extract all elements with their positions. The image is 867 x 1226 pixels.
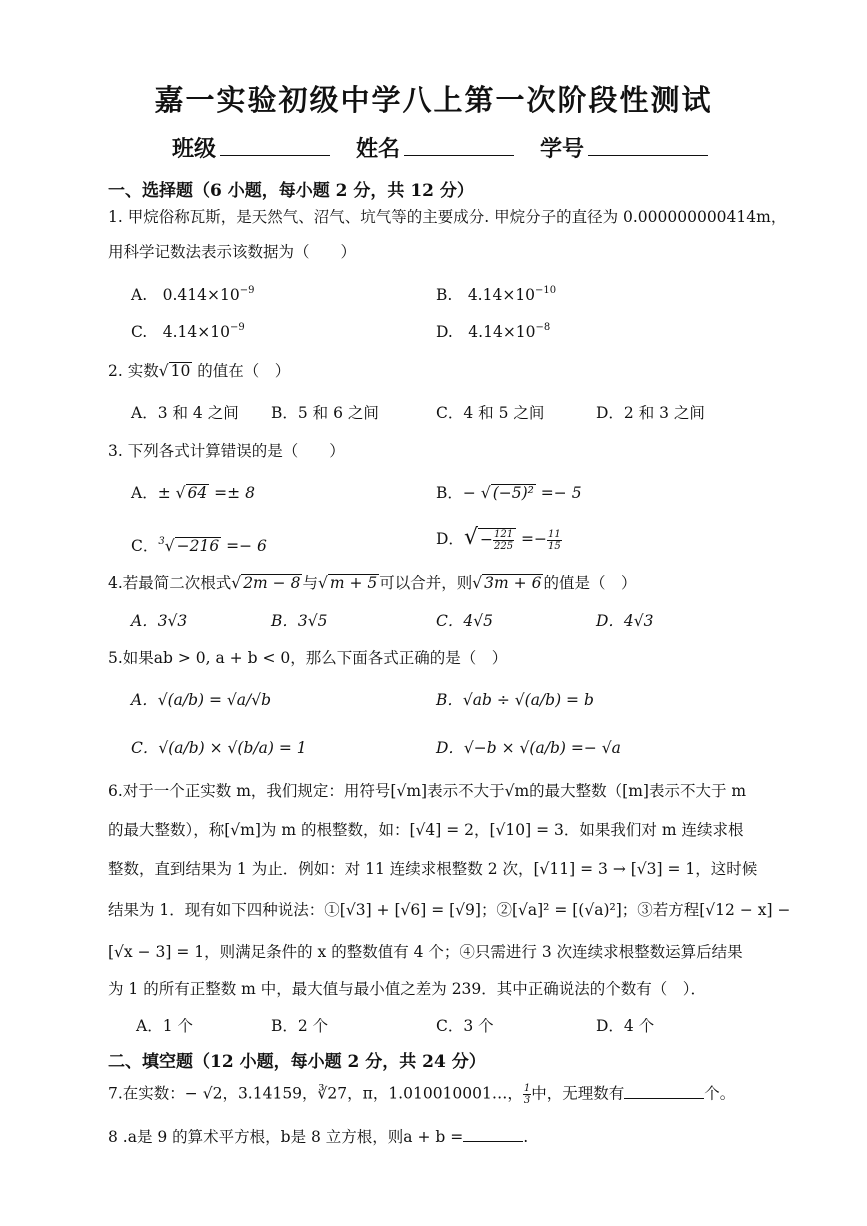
q3-c-post: =− 6 [221,537,267,555]
q2-stem: 2. 实数√ 10 的值在（ ） [108,362,291,380]
q6-option-b[interactable]: B．2 个 [271,1017,329,1035]
q1-option-c[interactable] [131,318,245,342]
q1-stem-line2: 用科学记数法表示该数据为（ ） [108,243,357,261]
q3-b-post: =− 5 [535,484,582,502]
q6-line2: 的最大整数），称[√m]为 m 的根整数，如：[√4] = 2，[√10] = 3．如果我们对 m 连续求根 [108,821,744,839]
q7-stem [108,1083,735,1106]
q1-option-c-text: C. 4.14×10 [131,323,230,341]
q2-option-c[interactable]: C．4 和 5 之间 [436,404,545,422]
q1-option-d[interactable] [436,318,550,342]
q4-option-d[interactable]: D．4√3 [596,612,654,630]
q6-line6: 为 1 的所有正整数 m 中，最大值与最小值之差为 239．其中正确说法的个数有（ ）． [108,980,707,998]
q3-option-b[interactable]: B．− √ (−5)² =− 5 [436,484,582,502]
q3-d-radical-sign: √ [463,525,478,550]
q3-c-radicand: −216 [176,537,220,555]
q1-option-b-text: B. 4.14×10 [436,286,536,304]
q3-a-radicand: 64 [187,484,208,502]
q3-a-pre: A．± [131,484,171,502]
name-blank[interactable] [404,135,514,156]
section-heading-choice: 一、选择题（6 小题，每小题 2 分，共 12 分） [108,181,474,201]
q3-b-pre: B．− [436,484,476,502]
q3-d-den: 225 [493,541,514,552]
q3-stem: 3. 下列各式计算错误的是（ ） [108,442,345,460]
q4-radicand-1: 2m − 8 [243,574,301,592]
q4-mid1: 与 [302,574,318,592]
q4-radicand-3: 3m + 6 [484,574,542,592]
q1-option-b-exp: −10 [535,285,557,296]
q7-frac-num: 1 [523,1083,531,1094]
q8-answer-blank[interactable] [463,1127,523,1142]
q3-b-radicand: (−5)² [492,484,534,502]
section-heading-fill: 二、填空题（12 小题，每小题 2 分，共 24 分） [108,1052,486,1072]
q6-option-c[interactable]: C．3 个 [436,1017,494,1035]
q7-answer-blank[interactable] [624,1084,704,1099]
q7-tail: 个。 [704,1084,736,1103]
q1-option-a[interactable] [131,281,254,305]
q2-option-a[interactable]: A．3 和 4 之间 [131,404,239,422]
q3-d-num: 121 [493,529,514,540]
q7-frac-den: 3 [523,1095,531,1106]
q1-option-d-text: D. 4.14×10 [436,323,536,341]
student-info-line [172,132,718,163]
q1-option-d-exp: −8 [535,322,551,333]
q5-option-b[interactable]: B．√ab ÷ √(a/b) = b [436,691,594,709]
q6-option-d[interactable]: D．4 个 [596,1017,655,1035]
q3-c-index: 3 [158,536,165,547]
q6-line4: 结果为 1．现有如下四种说法：①[√3] + [√6] = [√9]；②[√a]² = [(√a)²]；③若方程[√12 − x] − [108,901,791,919]
q4-radicand-2: m + 5 [329,574,378,592]
q1-option-c-exp: −9 [229,322,245,333]
q1-option-b[interactable] [436,281,556,305]
name-label: 姓名 [356,136,401,162]
q8-tail: . [523,1128,529,1146]
q6-line5: [√x − 3] = 1，则满足条件的 x 的整数值有 4 个；④只需进行 3 次连续求根整数运算后结果 [108,943,743,961]
q4-option-c[interactable]: C．4√5 [436,612,493,630]
q2-pre: 2. 实数 [108,362,159,380]
q1-option-a-exp: −9 [239,285,255,296]
q6-option-a[interactable]: A．1 个 [136,1017,193,1035]
q3-d-radicand: − $\frac{121}{225}$ [478,528,516,552]
q5-option-c[interactable]: C．√(a/b) × √(b/a) = 1 [131,739,307,757]
q3-d-pre: D． [436,530,464,548]
q8-stem [108,1127,528,1147]
q6-line3: 整数，直到结果为 1 为止．例如：对 11 连续求根整数 2 次，[√11] = 3 → [√3] = 1，这时候 [108,860,758,878]
class-blank[interactable] [220,135,330,156]
q3-option-c[interactable]: C．$^3$√ −216 =− 6 [131,536,267,555]
q5-option-a[interactable]: A．√(a/b) = √a/√b [131,691,272,709]
q1-option-a-text: A. 0.414×10 [131,286,240,304]
q5-option-d[interactable]: D．√−b × √(a/b) =− √a [436,739,621,757]
q2-radicand: 10 [170,362,191,380]
q8-pre: 8 .a是 9 的算术平方根，b是 8 立方根，则a + b = [108,1128,464,1146]
q6-line1: 6.对于一个正实数 m，我们规定：用符号[√m]表示不大于√m的最大整数（[m]表示不大于 m [108,782,747,800]
q3-d-den2: 15 [547,540,561,552]
student-id-blank[interactable] [588,135,708,156]
q3-option-d[interactable] [436,525,562,552]
q4-post: 的值是（ ） [543,574,637,592]
q3-d-mid: =− [516,530,547,548]
q4-pre: 4.若最简二次根式 [108,574,232,592]
q3-option-a[interactable]: A．± √ 64 =± 8 [131,484,255,502]
q3-c-pre: C． [131,537,159,555]
q7-pre: 7.在实数：− √2，3.14159，∛27，π，1.010010001…， [108,1084,523,1103]
q4-stem: 4.若最简二次根式√ 2m − 8 与√ m + 5 可以合并，则√ 3m + 6 的值是（ ） [108,574,637,592]
q2-option-d[interactable]: D．2 和 3 之间 [596,404,705,422]
q4-mid2: 可以合并，则 [379,574,473,592]
q4-option-a[interactable]: A．3√3 [131,612,188,630]
q4-option-b[interactable]: B．3√5 [271,612,328,630]
q2-post: 的值在（ ） [192,362,291,380]
q5-stem: 5.如果ab > 0, a + b < 0，那么下面各式正确的是（ ） [108,649,508,667]
q3-d-num2: 11 [547,528,561,540]
q2-option-b[interactable]: B．5 和 6 之间 [271,404,379,422]
page-title: 嘉一实验初级中学八上第一次阶段性测试 [154,83,713,117]
q7-post: 中，无理数有 [531,1084,625,1103]
q3-a-post: =± 8 [209,484,255,502]
student-id-label: 学号 [540,136,585,162]
q1-stem-line1: 1. 甲烷俗称瓦斯，是天然气、沼气、坑气等的主要成分. 甲烷分子的直径为 0.000000000414m， [108,208,787,226]
class-label: 班级 [172,136,217,162]
